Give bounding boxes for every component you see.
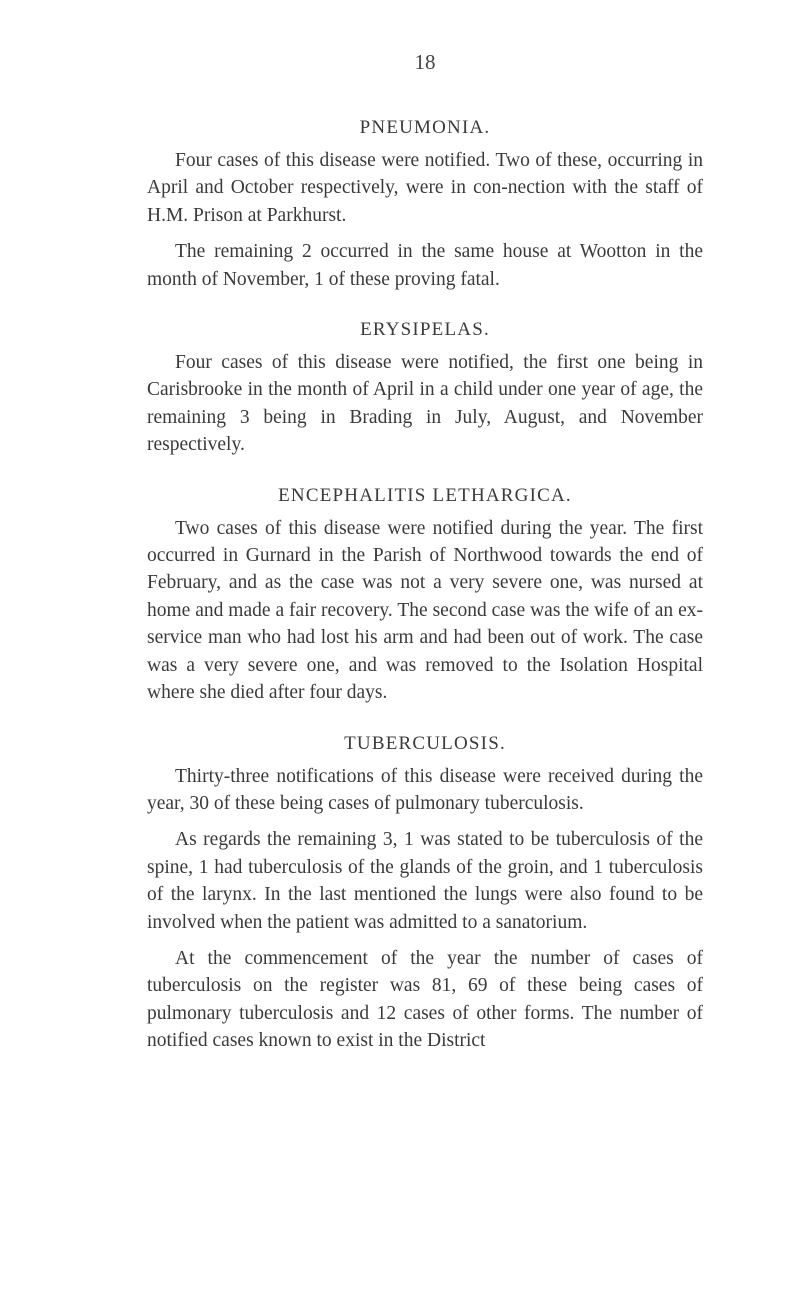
paragraph: The remaining 2 occurred in the same house at Wootton in the month of November, 1 of these proving fatal. (147, 241, 703, 290)
paragraph: As regards the remaining 3, 1 was stated to be tuberculosis of the spine, 1 had tuberculosis of the glands of the groin, and 1 tuberculosis of the larynx. In the last mentioned the lungs were also found to be involved when the patient was admitted to a sanatorium. (147, 829, 703, 933)
section-encephalitis-lethargica (147, 485, 703, 707)
section-tuberculosis (147, 733, 703, 1055)
page-number: 18 (414, 50, 436, 74)
paragraph: Four cases of this disease were notified, the first one being in Carisbrooke in the month of April in a child under one year of age, the remaining 3 being in Brading in July, August, and November respectively. (147, 352, 703, 456)
section-heading: ENCEPHALITIS LETHARGICA. (278, 484, 572, 506)
section-erysipelas (147, 319, 703, 459)
document-page (147, 50, 703, 1081)
section-pneumonia (147, 117, 703, 293)
paragraph: Thirty-three notifications of this disease were received during the year, 30 of these being cases of pulmonary tuberculosis. (147, 765, 703, 814)
section-heading: PNEUMONIA. (359, 117, 491, 138)
section-heading: ERYSIPELAS. (360, 319, 490, 341)
section-heading: TUBERCULOSIS. (344, 732, 506, 754)
paragraph: Four cases of this disease were notified. Two of these, occurring in April and October respectively, were in con-nection with the staff of H.M. Prison at Parkhurst. (147, 150, 703, 226)
paragraph: At the commencement of the year the number of cases of tuberculosis on the register was 81, 69 of these being cases of pulmonary tuberculosis and 12 cases of other forms. The number of notified cases known to exist in the District (147, 947, 703, 1052)
paragraph: Two cases of this disease were notified during the year. The first occurred in Gurnard in the Parish of Northwood towards the end of February, and as the case was not a very severe one, was nursed at home and made a fair recovery. The second case was the wife of an ex-service man who had lost his arm and had been out of work. The case was a very severe one, and was removed to the Isolation Hospital where she died after four days. (147, 517, 703, 704)
